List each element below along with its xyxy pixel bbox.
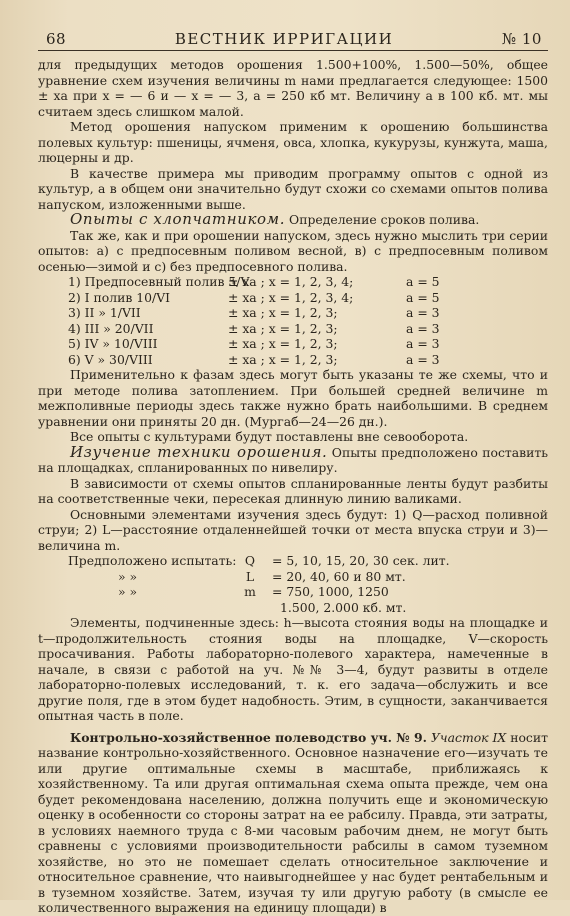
section-title: Изучение техники орошения. <box>70 442 328 461</box>
paragraph: Все опыты с культурами будут поставлены вне севооборота. <box>70 429 469 444</box>
page-number: 68 <box>46 30 67 48</box>
section-title: Опыты с хлопчатником. <box>70 210 286 228</box>
param-row: » » L = 20, 40, 60 и 80 мт. <box>118 568 406 584</box>
schedule-row: 6) V » 30/VIII ± ха ; х = 1, 2, 3; а = 3 <box>68 351 440 367</box>
test-parameters <box>38 553 548 615</box>
journal-title: ВЕСТНИК ИРРИГАЦИИ <box>174 30 394 48</box>
schedule-row: 1) Предпосевный полив 5/V ± ха ; х = 1, 2, 3, 4; а = 5 <box>68 274 440 289</box>
section-control-field <box>38 730 548 916</box>
plot-label: Участок IX <box>430 729 507 745</box>
section-text: носит название контрольно-хозяйственного. Основное назначение его—изучать те или другие оптимальные схемы в масштабе, приближаясь к хозяйственному. Та или другая оптимальная схема опыта прежде, чем она будет рекомендована населению, должна получить еще и экономическую оценку в особенности со стороны затрат на ее рабсилу. Правда, эти затраты, в условиях наемного труда с 8-ми часовым рабочим днем, не могут быть сравнены с условиями производительности рабсилы в самом туземном хозяйстве, но это не помешает сделать относительное заключение и относительное сравнение, что наивыгоднейшее у нас будет рентабельным и в туземном хозяйстве. Затем, изучая ту или другую работу (в смысле ее количественного выражения на единицу площади) в <box>38 729 548 915</box>
paragraph: Основными элементами изучения здесь будут: 1) Q—расход поливной струи; 2) L—расстояние отдаленнейшей точки от места впуска струи и 3)—величина m. <box>38 506 548 553</box>
page-body <box>38 57 548 916</box>
section-title-rest: Определение сроков полива. <box>289 212 480 227</box>
page-header <box>38 30 548 51</box>
paragraph: Так же, как и при орошении напуском, здесь нужно мыслить три серии опытов: а) с предпосевным поливом весной, в) с предпосевным поливом осенью—зимой и с) без предпосевного полива. <box>38 227 548 274</box>
schedule-row: 5) IV » 10/VIII ± ха ; х = 1, 2, 3; а = 3 <box>68 336 440 351</box>
section-heading-bold: Контрольно-хозяйственное полеводство уч. № 9. <box>70 729 427 745</box>
paragraph: В зависимости от схемы опытов спланированные ленты будут разбиты на соответственные чеки, пересекая длинную линию валиками. <box>38 475 548 506</box>
paragraph: Метод орошения напуском применим к орошению большинства полевых культур: пшеницы, ячменя, овса, хлопка, кукурузы, кунжута, маша, люцерны и др. <box>38 119 548 165</box>
paragraph: Применительно к фазам здесь могут быть указаны те же схемы, что и при методе полива затоплением. При большей средней величине m межполивные периоды здесь также нужно брать наибольшими. В среднем уравнении они приняты 20 дн. (Мургаб—24—26 дн.). <box>38 367 548 429</box>
schedule-row: 3) II » 1/VII ± ха ; х = 1, 2, 3; а = 3 <box>68 305 440 320</box>
paragraph: Элементы, подчиненные здесь: h—высота стояния воды на площадке и t—продолжительность стояния воды на площадке, V—скорость просачивания. Работы лабораторно-полевого характера, намеченные в начале, в связи с работой на уч. №№ 3—4, будут развиты в отделе лабораторно-полевых исследований, т. к. его задача—обслужить и все другие поля, где в этом будет надобность. Этим, в сущности, заканчивается опытная часть в поле. <box>38 615 548 723</box>
paragraph: для предыдущих методов орошения 1.500+100%, 1.500—50%, общее уравнение схем изучения величины m нами предлагается следующее: 1500 ± ха при х = — 6 и — х = — 3, а = 250 кб мт. Величину а в 100 кб. мт. мы считаем здесь слишком малой. <box>38 57 548 119</box>
param-row: 1.500, 2.000 кб. мт. <box>280 599 407 615</box>
param-row: » » m = 750, 1000, 1250 <box>118 584 389 599</box>
section-technique <box>38 442 548 476</box>
param-row: Предположено испытать: Q = 5, 10, 15, 20, 30 сек. лит. <box>68 553 450 568</box>
section-title-rest: Опыты предположено поставить на площадках, спланированных по нивелиру. <box>38 444 548 475</box>
issue-number: № 10 <box>501 30 542 48</box>
section-cotton <box>38 212 548 228</box>
schedule-row: 4) III » 20/VII ± ха ; х = 1, 2, 3; а = 3 <box>68 320 440 336</box>
paragraph: В качестве примера мы приводим программу опытов с одной из культур, а в общем они значительно будут схожи со схемами опытов полива напуском, изложенными выше. <box>38 165 548 212</box>
irrigation-schedule <box>38 274 548 367</box>
schedule-row: 2) I полив 10/VI ± ха ; х = 1, 2, 3, 4; а = 5 <box>68 289 440 305</box>
